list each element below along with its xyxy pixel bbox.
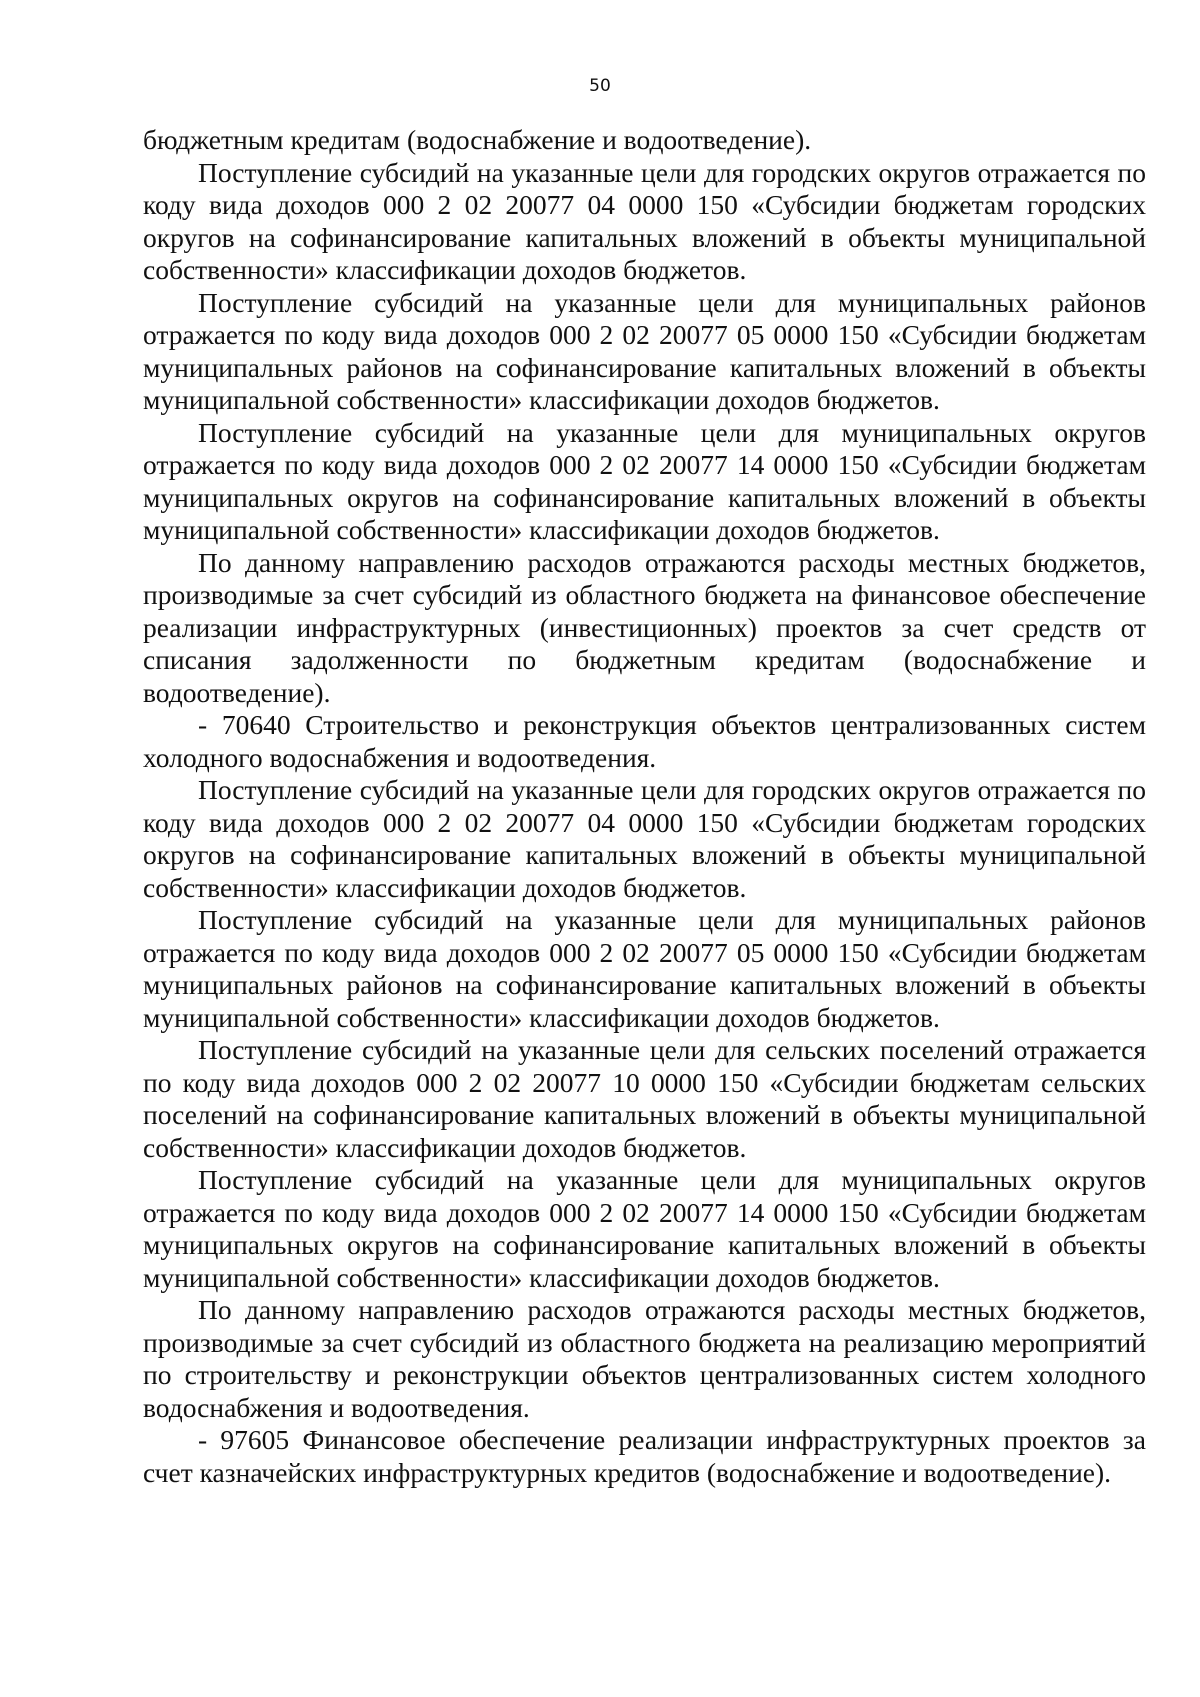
paragraph: По данному направлению расходов отражаются расходы местных бюджетов, производимые за счет субсидий из областного бюджета на реализацию мероприятий по строительству и реконструкции объектов централизованных систем холодного водоснабжения и водоотведения. (143, 1294, 1146, 1423)
expense-code-item: - 97605 Финансовое обеспечение реализации инфраструктурных проектов за счет казначейских инфраструктурных кредитов (водоснабжение и водоотведение). (143, 1424, 1146, 1488)
expense-code-item: - 70640 Строительство и реконструкция объектов централизованных систем холодного водоснабжения и водоотведения. (143, 709, 1146, 773)
paragraph: Поступление субсидий на указанные цели для муниципальных районов отражается по коду вида доходов 000 2 02 20077 05 0000 150 «Субсидии бюджетам муниципальных районов на софинансирование капитальных вложений в объекты муниципальной собственности» классификации доходов бюджетов. (143, 904, 1146, 1033)
paragraph: Поступление субсидий на указанные цели для муниципальных округов отражается по коду вида доходов 000 2 02 20077 14 0000 150 «Субсидии бюджетам муниципальных округов на софинансирование капитальных вложений в объекты муниципальной собственности» классификации доходов бюджетов. (143, 1164, 1146, 1293)
paragraph-continuation: бюджетным кредитам (водоснабжение и водоотведение). (143, 124, 812, 155)
document-body (143, 124, 1146, 1489)
paragraph: Поступление субсидий на указанные цели для городских округов отражается по коду вида доходов 000 2 02 20077 04 0000 150 «Субсидии бюджетам городских округов на софинансирование капитальных вложений в объекты муниципальной собственности» классификации доходов бюджетов. (143, 156, 1146, 285)
paragraph: Поступление субсидий на указанные цели для муниципальных округов отражается по коду вида доходов 000 2 02 20077 14 0000 150 «Субсидии бюджетам муниципальных округов на софинансирование капитальных вложений в объекты муниципальной собственности» классификации доходов бюджетов. (143, 416, 1146, 545)
paragraph: Поступление субсидий на указанные цели для сельских поселений отражается по коду вида доходов 000 2 02 20077 10 0000 150 «Субсидии бюджетам сельских поселений на софинансирование капитальных вложений в объекты муниципальной собственности» классификации доходов бюджетов. (143, 1034, 1146, 1163)
paragraph: Поступление субсидий на указанные цели для муниципальных районов отражается по коду вида доходов 000 2 02 20077 05 0000 150 «Субсидии бюджетам муниципальных районов на софинансирование капитальных вложений в объекты муниципальной собственности» классификации доходов бюджетов. (143, 286, 1146, 415)
paragraph: По данному направлению расходов отражаются расходы местных бюджетов, производимые за счет субсидий из областного бюджета на финансовое обеспечение реализации инфраструктурных (инвестиционных) проектов за счет средств от списания задолженности по бюджетным кредитам (водоснабжение и водоотведение). (143, 546, 1146, 708)
paragraph: Поступление субсидий на указанные цели для городских округов отражается по коду вида доходов 000 2 02 20077 04 0000 150 «Субсидии бюджетам городских округов на софинансирование капитальных вложений в объекты муниципальной собственности» классификации доходов бюджетов. (143, 774, 1146, 903)
page-number: 50 (589, 76, 611, 96)
